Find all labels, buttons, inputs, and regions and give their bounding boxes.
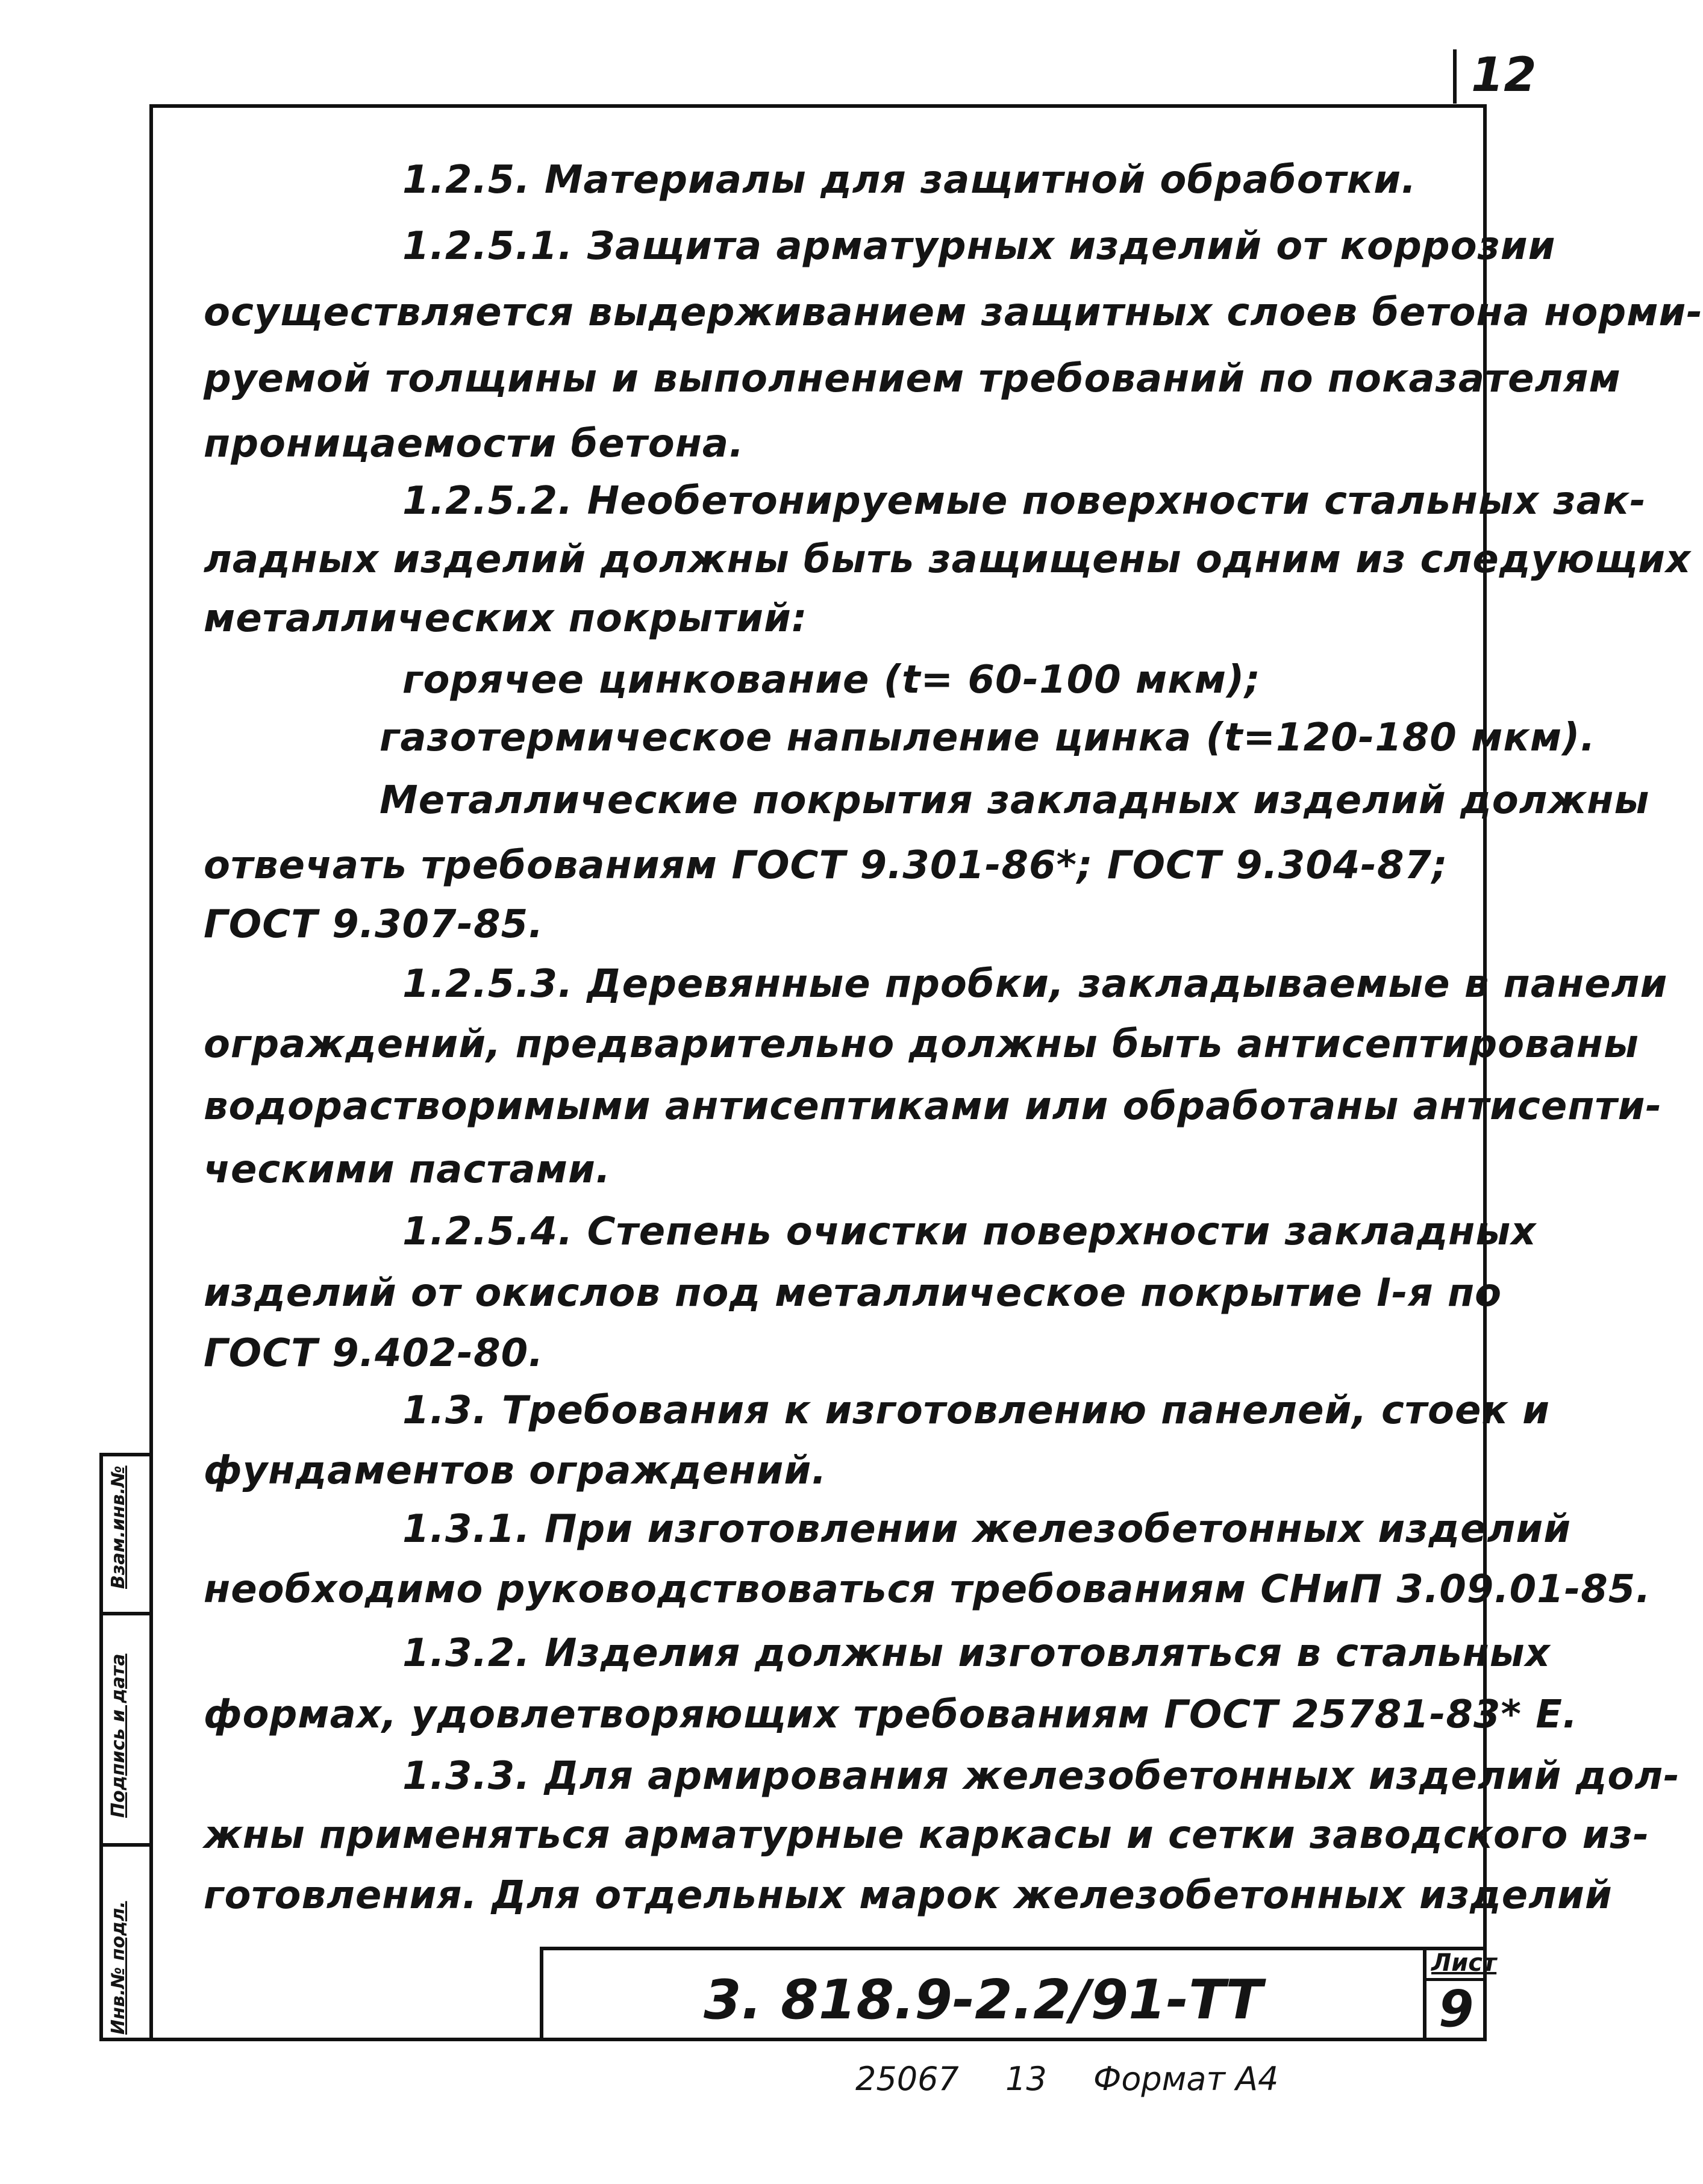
sheet-number: 9 — [1439, 1979, 1474, 2038]
text-line: 1.2.5.2. Необетонируемые поверхности стальных зак- — [402, 479, 1646, 523]
text-line: Металлические покрытия закладных изделий должны — [380, 778, 1650, 823]
text-line: горячее цинкование (t= 60-100 мкм); — [402, 658, 1261, 702]
text-line: осуществляется выдерживанием защитных слоев бетона норми- — [204, 290, 1703, 335]
text-line: фундаментов ограждений. — [204, 1449, 827, 1493]
text-line: отвечать требованиям ГОСТ 9.301-86*; ГОСТ 9.304-87; — [204, 843, 1448, 888]
text-line: 1.3.2. Изделия должны изготовляться в стальных — [402, 1631, 1551, 1676]
text-line: ограждений, предварительно должны быть антисептированы — [204, 1022, 1639, 1067]
text-line: 1.3.3. Для армирования железобетонных изделий дол- — [402, 1754, 1680, 1799]
strip-label-signature-date: Подпись и дата — [108, 1653, 129, 1818]
text-line: 1.2.5.3. Деревянные пробки, закладываемые в панели — [402, 962, 1668, 1006]
text-line: ГОСТ 9.402-80. — [204, 1331, 544, 1376]
order-number: 25067 — [855, 2060, 959, 2098]
text-line: ГОСТ 9.307-85. — [204, 902, 544, 947]
text-line: металлических покрытий: — [204, 596, 808, 641]
binding-strip — [99, 1453, 149, 2041]
sheet-label: Лист — [1431, 1949, 1497, 1977]
title-block-separator — [1423, 1947, 1426, 2041]
strip-divider — [103, 1612, 149, 1615]
text-line: необходимо руководствоваться требованиям СНиП 3.09.01-85. — [204, 1567, 1651, 1612]
strip-divider — [103, 1843, 149, 1847]
text-line: готовления. Для отдельных марок железобетонных изделий — [204, 1873, 1613, 1918]
text-line: изделий от окислов под металлическое покрытие I-я по — [204, 1271, 1502, 1315]
corner-tick — [1453, 49, 1457, 104]
text-line: газотермическое напыление цинка (t=120-180 мкм). — [380, 716, 1596, 760]
text-line: 1.3.1. При изготовлении железобетонных изделий — [402, 1507, 1572, 1552]
document-code: 3. 818.9-2.2/91-ТТ — [704, 1968, 1263, 2032]
text-line: формах, удовлетворяющих требованиям ГОСТ 25781-83* Е. — [204, 1693, 1578, 1737]
text-line: 1.2.5.1. Защита арматурных изделий от коррозии — [402, 224, 1556, 269]
text-line: водорастворимыми антисептиками или обработаны антисепти- — [204, 1084, 1663, 1129]
strip-label-original-inv: Инв.№ подл. — [108, 1901, 129, 2035]
text-line: 1.2.5. Материалы для защитной обработки. — [402, 158, 1417, 202]
paper-format: Формат А4 — [1093, 2060, 1279, 2098]
corner-sheet-number: 12 — [1471, 48, 1537, 102]
text-line: 1.2.5.4. Степень очистки поверхности закладных — [402, 1209, 1537, 1254]
text-line: 1.3. Требования к изготовлению панелей, стоек и — [402, 1388, 1550, 1433]
text-line: руемой толщины и выполнением требований по показателям — [204, 357, 1621, 401]
text-line: проницаемости бетона. — [204, 422, 745, 466]
text-line: жны применяться арматурные каркасы и сетки заводского из- — [204, 1813, 1650, 1858]
copy-number: 13 — [1005, 2060, 1047, 2098]
text-line: ладных изделий должны быть защищены одним из следующих — [204, 537, 1692, 582]
footer-note — [855, 2060, 1314, 2098]
strip-label-replaced-inv: Взам.инв.№ — [108, 1465, 129, 1589]
text-line: ческими пастами. — [204, 1147, 611, 1192]
